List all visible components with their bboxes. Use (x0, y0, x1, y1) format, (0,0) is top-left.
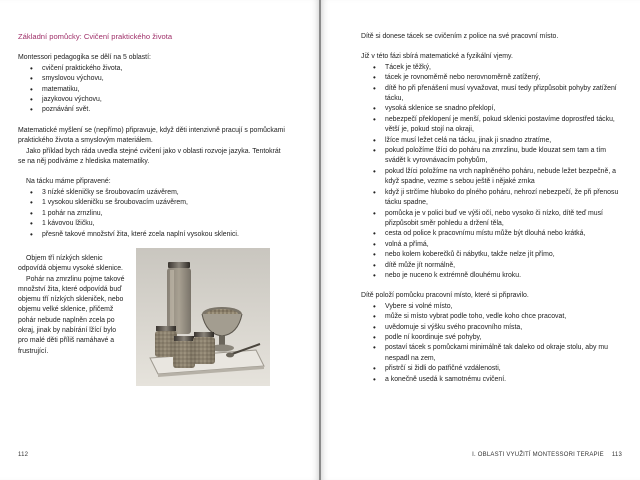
paragraph: Dítě položí pomůcku pracovní místo, které si připravilo. (361, 292, 529, 300)
list-item: • lžíce musí ležet celá na tácku, jinak ji snadno ztratíme, (373, 136, 625, 146)
list-item: • vysoká sklenice se snadno překlopí, (373, 104, 625, 114)
list-item: • 3 nízké skleničky se šroubovacím uzávěrem, (30, 188, 288, 198)
list-item: • přistrčí si židli do patřičné vzdálenosti, (373, 364, 625, 374)
side-column-text (18, 254, 126, 357)
paragraph: Dítě si donese tácek se cvičením z police na své pracovní místo. (361, 33, 559, 40)
jars-on-tray-illustration (136, 248, 270, 386)
list-item: • cesta od police k pracovnímu místu může být dlouhá nebo krátká, (373, 229, 625, 239)
paragraph: Již v této fázi sbírá matematické a fyzikální vjemy. (361, 53, 513, 61)
list-item: • nebo kolem koberečků či nábytku, takže nelze jít přímo, (373, 250, 625, 260)
list-item: • přesně takové množství žita, které zcela naplní vysokou sklenici. (30, 230, 288, 240)
left-page-content (18, 32, 288, 240)
list-item: • dítě může jít normálně, (373, 261, 625, 271)
list-item: • 1 kávovou lžičku, (30, 219, 288, 229)
paragraph: Matematické myšlení se (nepřímo) připravuje, když děti intenzivně pracují s pomůckami praktického života a smyslovým materiálem. (18, 126, 285, 145)
list-item: • jazykovou výchovu, (30, 95, 288, 105)
right-page (321, 0, 640, 480)
tray-intro: Na tácku máme připravené: (26, 178, 111, 186)
intro-text: Montessori pedagogika se dělí na 5 oblastí: (18, 54, 151, 62)
list-item: • pokud lžíci položíme na vrch naplněného poháru, nebude ležet bezpečně, a když spadne, vezme s sebou ještě i nějaké zrnka (373, 167, 625, 188)
list-item: • postaví tácek s pomůckami minimálně tak daleko od okraje stolu, aby mu nespadl na zem, (373, 343, 625, 364)
paragraph: Pohár na zmrzlinu pojme takové množství žita, které odpovídá buď objemu tří nízkých skleniček, nebo objemu velké sklenice, přičemž pohár nebude naplněn zcela po okraj, jinak by nabírání lžící bylo pro malé děti příliš namáhavé a frustrující. (18, 275, 125, 355)
tray-items-list (18, 188, 288, 240)
list-item: • pomůcka je v polici buď ve výši očí, nebo vysoko či nízko, dítě teď musí přizpůsobit směr pohledu a držení těla, (373, 209, 625, 230)
areas-list (18, 64, 288, 116)
observations-list (361, 63, 625, 282)
jars-on-tray-photo (136, 248, 270, 386)
list-item: • cvičení praktického života, (30, 64, 288, 74)
list-item: • a konečně usedá k samotnému cvičení. (373, 375, 625, 385)
list-item: • 1 pohár na zrnzlinu, (30, 209, 288, 219)
list-item: • smyslovou výchovu, (30, 74, 288, 84)
list-item: • nebo je nuceno k extrémně dlouhému kroku. (373, 271, 625, 281)
list-item: • nebezpečí překlopení je menší, pokud sklenici postavíme doprostřed tácku, větší je, pokud stojí na okraji, (373, 115, 625, 136)
list-item: • 1 vysokou skleničku se šroubovacím uzávěrem, (30, 198, 288, 208)
paragraph: Jako příklad bych ráda uvedla stejné cvičení jako v oblasti rozvoje jazyka. Tentokrát se na něj podíváme z hlediska matematiky. (18, 147, 281, 166)
list-item: • pokud položíme lžíci do poháru na zmrzlinu, bude klouzat sem tam a tím svádět k vyrovnávacím pohybům, (373, 146, 625, 167)
left-page (0, 0, 319, 480)
page-number: 112 (18, 452, 29, 458)
list-item: • podle ní koordinuje své pohyby, (373, 333, 625, 343)
list-item: • tácek je rovnoměrně nebo nerovnoměrně zatížený, (373, 73, 625, 83)
list-item: • dítě ho při přenášení musí vyvažovat, musí tedy přizpůsobit pohyby zatížení tácku, (373, 84, 625, 105)
section-heading: Základní pomůcky: Cvičení praktického života (18, 32, 173, 41)
list-item: • volná a přímá, (373, 240, 625, 250)
page-footer (472, 452, 622, 458)
paragraph: Objem tří nízkých sklenic odpovídá objemu vysoké sklenice. (18, 255, 123, 273)
steps-list (361, 302, 625, 385)
list-item: • když ji strčíme hluboko do plného poháru, nehrozí nebezpečí, že při přenosu tácku spadne, (373, 188, 625, 209)
list-item: • poznávání svět. (30, 105, 288, 115)
running-footer: I. OBLASTI VYUŽITÍ MONTESSORI TERAPIE (472, 452, 604, 458)
page-number: 113 (611, 452, 622, 458)
list-item: • uvědomuje si výšku svého pracovního místa, (373, 323, 625, 333)
list-item: • matematiku, (30, 85, 288, 95)
right-page-content (361, 32, 625, 385)
list-item: • Tácek je těžký, (373, 63, 625, 73)
list-item: • může si místo vybrat podle toho, vedle koho chce pracovat, (373, 312, 625, 322)
list-item: • Vybere si volné místo, (373, 302, 625, 312)
